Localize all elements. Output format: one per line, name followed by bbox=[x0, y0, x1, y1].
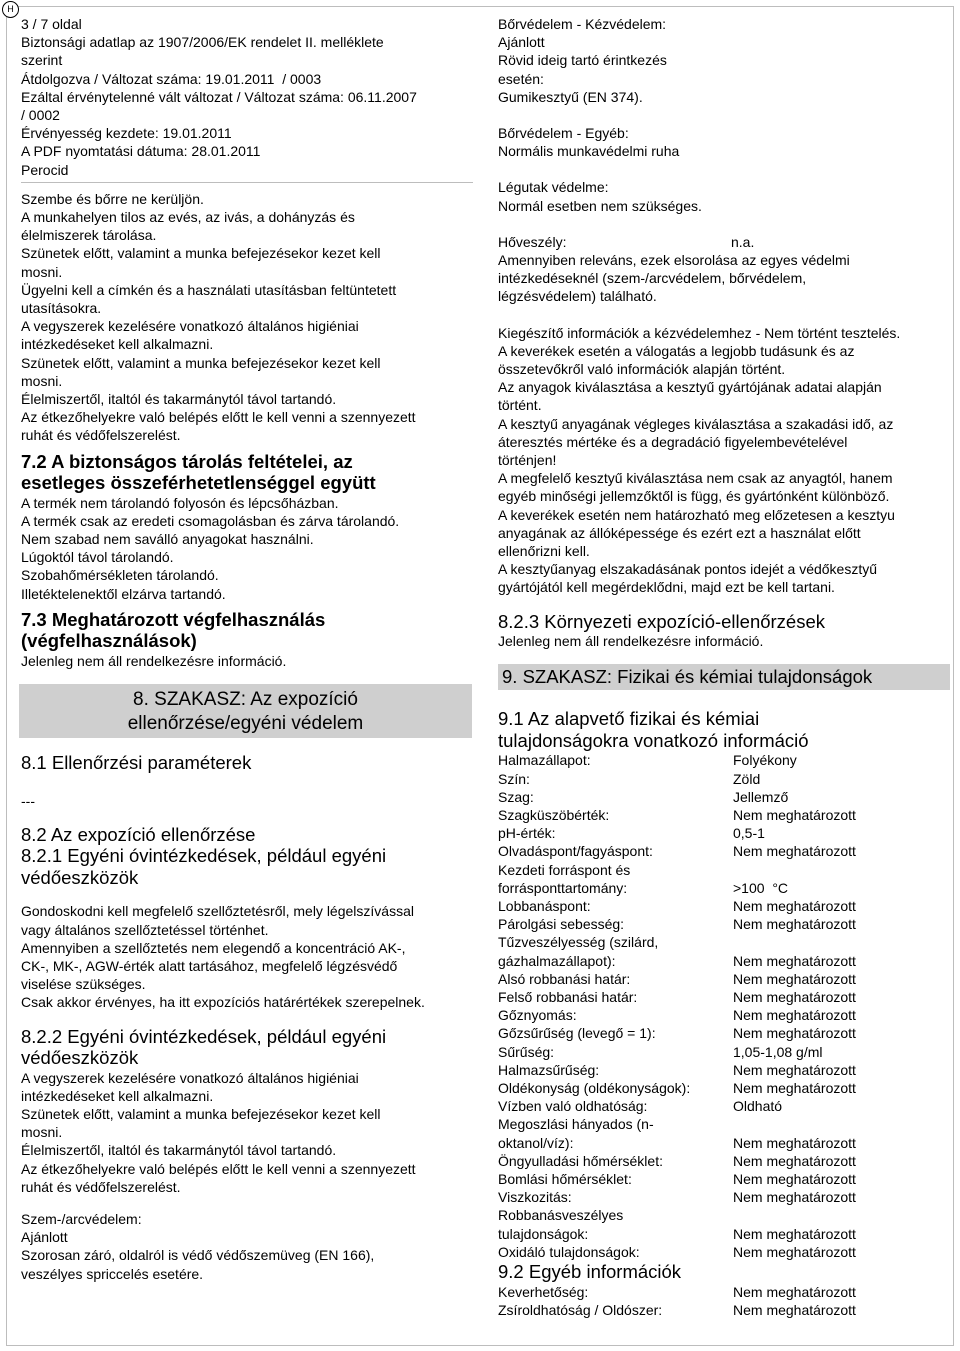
property-label bbox=[498, 1006, 733, 1024]
property-label-line: Lobbanáspont: bbox=[498, 898, 591, 915]
text-line: A keverékek esetén nem határozható meg előzetesen a kesztyu bbox=[498, 506, 895, 523]
heat-label: Hőveszély: bbox=[498, 233, 567, 250]
header-divider bbox=[21, 182, 473, 183]
text-line: Légutak védelme: bbox=[498, 179, 609, 196]
text-line: A termék nem tárolandó folyosón és lépcsőházban. bbox=[21, 494, 339, 511]
property-value: Nem meghatározott bbox=[733, 1134, 856, 1151]
logo-badge: H bbox=[2, 1, 19, 18]
property-label-line: Sűrűség: bbox=[498, 1043, 555, 1060]
property-label bbox=[498, 861, 733, 897]
text-line: Csak akkor érvényes, ha itt expozíciós határértékek szerepelnek. bbox=[21, 994, 425, 1011]
text-line: Normál esetben nem szükséges. bbox=[498, 197, 702, 214]
header-line: Ezáltal érvénytelenné vált változat / Változat száma: 06.11.2007 bbox=[21, 88, 417, 105]
properties-table bbox=[498, 751, 950, 1261]
heading-line: 7.3 Meghatározott végfelhasználás bbox=[21, 608, 326, 630]
text-line: Ügyelni kell a címkén és a használati utasításban feltüntetett bbox=[21, 281, 397, 298]
property-value: Folyékony bbox=[733, 752, 797, 769]
section-8-2-3-text: Jelenleg nem áll rendelkezésre információ. bbox=[498, 633, 764, 650]
text-line: Szorosan záró, oldalról is védő védőszemüveg (EN 166), bbox=[21, 1247, 375, 1264]
property-value: Zöld bbox=[733, 770, 761, 787]
heading-line: (végfelhasználások) bbox=[21, 630, 197, 652]
text-line: Ajánlott bbox=[21, 1229, 68, 1246]
property-value: Jellemző bbox=[733, 788, 789, 805]
property-value: Nem meghatározott bbox=[733, 1171, 856, 1188]
heading-line: védőeszközök bbox=[21, 866, 139, 888]
property-label-line: gázhalmazállapot): bbox=[498, 952, 616, 969]
text-line: mosni. bbox=[21, 263, 63, 280]
text-line: A keverékek esetén a válogatás a legjobb tudásunk és az bbox=[498, 342, 855, 359]
right-column bbox=[498, 15, 950, 1319]
heading-line: 9.1 Az alapvető fizikai és kémiai bbox=[498, 708, 760, 730]
heading-line: tulajdonságokra vonatkozó információ bbox=[498, 729, 809, 751]
document-header bbox=[21, 15, 473, 179]
section-8-1-text: --- bbox=[21, 792, 35, 809]
header-line: / 0002 bbox=[21, 107, 60, 124]
property-label-line: Halmazállapot: bbox=[498, 752, 591, 769]
text-line: Az étkezőhelyekre való belépés előtt le kell venni a szennyezett bbox=[21, 409, 416, 426]
text-line: veszélyes spriccelés esetére. bbox=[21, 1265, 204, 1282]
property-value: Nem meghatározott bbox=[733, 1080, 856, 1097]
text-line: CK-, MK-, AGW-érték alatt tartásához, megfelelő légzésvédő bbox=[21, 957, 398, 974]
property-label-line: Tűzveszélyesség (szilárd, bbox=[498, 934, 659, 951]
text-line: Az anyagok kiválasztása a kesztyű gyártójának adatai alapján bbox=[498, 379, 882, 396]
property-label-line: Oldékonyság (oldékonyságok): bbox=[498, 1080, 691, 1097]
property-value: Nem meghatározott bbox=[733, 989, 856, 1006]
property-label-line: Kezdeti forráspont és bbox=[498, 861, 631, 878]
text-line: A kesztyűanyag elszakadásának pontos idejét a védőkesztyű bbox=[498, 561, 878, 578]
property-label-line: Szín: bbox=[498, 770, 530, 787]
property-label bbox=[498, 770, 733, 788]
text-line: Szobahőmérsékleten tárolandó. bbox=[21, 567, 219, 584]
property-value: Nem meghatározott bbox=[733, 843, 856, 860]
text-line: A kesztyű anyagának végleges kiválasztása a szakadási idő, az bbox=[498, 415, 894, 432]
property-value: Nem meghatározott bbox=[733, 1225, 856, 1242]
heading-line: védőeszközök bbox=[21, 1047, 139, 1069]
property-label-line: Gőznyomás: bbox=[498, 1007, 577, 1024]
property-label bbox=[498, 1206, 733, 1242]
heat-value: n.a. bbox=[731, 233, 755, 250]
section-8-1-heading: 8.1 Ellenőrzési paraméterek bbox=[21, 752, 252, 774]
property-value: >100 °C bbox=[733, 879, 789, 896]
text-line: A munkahelyen tilos az evés, az ivás, a dohányzás és bbox=[21, 209, 355, 226]
skin-protection bbox=[498, 124, 950, 160]
property-value: Nem meghatározott bbox=[733, 970, 856, 987]
section-9-1-heading bbox=[498, 708, 950, 751]
property-label bbox=[498, 751, 733, 769]
property-label bbox=[498, 1115, 733, 1151]
section-9-2-heading: 9.2 Egyéb információk bbox=[498, 1261, 682, 1283]
property-label bbox=[498, 1188, 733, 1206]
text-line: viselése szükséges. bbox=[21, 976, 146, 993]
property-label bbox=[498, 788, 733, 806]
text-line: Szembe és bőrre ne kerüljön. bbox=[21, 190, 204, 207]
property-label-line: Alsó robbanási határ: bbox=[498, 970, 631, 987]
header-line: A PDF nyomtatási dátuma: 28.01.2011 bbox=[21, 143, 261, 160]
text-line: A vegyszerek kezelésére vonatkozó általános higiéniai bbox=[21, 1069, 359, 1086]
property-label-line: Párolgási sebesség: bbox=[498, 916, 625, 933]
property-value: Nem meghatározott bbox=[733, 1061, 856, 1078]
other-properties-table bbox=[498, 1283, 950, 1319]
property-label-line: Halmazsűrűség: bbox=[498, 1061, 600, 1078]
property-label bbox=[498, 1079, 733, 1097]
property-value: Nem meghatározott bbox=[733, 898, 856, 915]
text-line: A megfelelő kesztyű kiválasztása nem csak az anyagtól, hanem bbox=[498, 470, 893, 487]
heading-line: 8.2.1 Egyéni óvintézkedések, például egyéni bbox=[21, 845, 387, 867]
section-8-2-3-heading: 8.2.3 Környezeti expozíció-ellenőrzések bbox=[498, 610, 826, 632]
property-label-line: oktanol/víz): bbox=[498, 1134, 574, 1151]
property-label-line: Szagküszöbérték: bbox=[498, 807, 610, 823]
thermal-hazard bbox=[498, 233, 950, 306]
text-line: Szünetek előtt, valamint a munka befejezésekor kezet kell bbox=[21, 245, 381, 262]
property-label-line: Gőzsűrűség (levegő = 1): bbox=[498, 1025, 656, 1042]
product-name: Perocid bbox=[21, 161, 69, 178]
section-9-banner: 9. SZAKASZ: Fizikai és kémiai tulajdonságok bbox=[498, 664, 950, 690]
property-value: Nem meghatározott bbox=[733, 1152, 856, 1169]
property-label-line: Bomlási hőmérséklet: bbox=[498, 1171, 632, 1188]
text-line: Szem-/arcvédelem: bbox=[21, 1210, 142, 1227]
text-line: történt. bbox=[498, 397, 542, 414]
property-value: Nem meghatározott bbox=[733, 1189, 856, 1206]
property-label-line: Megoszlási hányados (n- bbox=[498, 1116, 654, 1133]
property-label bbox=[498, 970, 733, 988]
text-line: Gumikesztyű (EN 374). bbox=[498, 88, 643, 105]
text-line: áteresztés mértéke és a degradáció figyelembevételével bbox=[498, 433, 848, 450]
respiratory-protection bbox=[498, 178, 950, 214]
header-line: Érvényesség kezdete: 19.01.2011 bbox=[21, 125, 232, 142]
property-value: Nem meghatározott bbox=[733, 1007, 856, 1024]
property-label-line: Felső robbanási határ: bbox=[498, 989, 638, 1006]
text-line: ruhát és védőfelszerelést. bbox=[21, 1178, 181, 1195]
section-8-2-2-heading bbox=[21, 1026, 473, 1069]
property-label bbox=[498, 1283, 733, 1301]
text-line: Szünetek előtt, valamint a munka befejezésekor kezet kell bbox=[21, 1105, 381, 1122]
text-line: összetevőkről való információk alapján történt. bbox=[498, 361, 786, 378]
property-label bbox=[498, 806, 733, 824]
property-label-line: Vízben való oldhatóság: bbox=[498, 1098, 648, 1115]
text-line: élelmiszerek tárolása. bbox=[21, 227, 157, 244]
text-line: Illetéktelenektől elzárva tartandó. bbox=[21, 585, 226, 602]
property-value: Nem meghatározott bbox=[733, 1301, 856, 1318]
text-line: egyéb minőségi jellemzőktől is függ, és gyártónként különböző. bbox=[498, 488, 890, 505]
section-8-2-1-text bbox=[21, 902, 473, 1011]
property-label-line: tulajdonságok: bbox=[498, 1225, 589, 1242]
section-7-3-text: Jelenleg nem áll rendelkezésre információ. bbox=[21, 652, 287, 669]
heading-line: esetleges összeférhetetlenséggel együtt bbox=[21, 472, 376, 494]
text-line: A termék csak az eredeti csomagolásban és zárva tárolandó. bbox=[21, 512, 400, 529]
text-line: intézkedéseknél (szem-/arcvédelem, bőrvédelem, bbox=[498, 270, 807, 287]
property-label-line: Olvadáspont/fagyáspont: bbox=[498, 843, 653, 860]
property-label bbox=[498, 1152, 733, 1170]
text-line: Élelmiszertől, italtól és takarmánytól távol tartandó. bbox=[21, 1142, 337, 1159]
section-7-2-heading bbox=[21, 451, 473, 494]
text-line: esetén: bbox=[498, 70, 544, 87]
property-value: Nem meghatározott bbox=[733, 1283, 856, 1300]
text-line: vagy általános szellőztetéssel történhet. bbox=[21, 921, 269, 938]
property-label bbox=[498, 1043, 733, 1061]
text-line: Nem szabad nem saválló anyagokat használni. bbox=[21, 531, 314, 548]
hand-protection bbox=[498, 15, 950, 106]
page-number: 3 / 7 oldal bbox=[21, 16, 82, 32]
property-label bbox=[498, 842, 733, 860]
property-label bbox=[498, 1243, 733, 1261]
property-value: Oldható bbox=[733, 1098, 783, 1115]
property-label-line: forrásponttartomány: bbox=[498, 879, 628, 896]
property-value: Nem meghatározott bbox=[733, 807, 856, 823]
property-label-line: pH-érték: bbox=[498, 825, 556, 842]
property-value: Nem meghatározott bbox=[733, 952, 856, 969]
heading-line: 7.2 A biztonságos tárolás feltételei, az bbox=[21, 450, 353, 472]
heading-line: 8.2.2 Egyéni óvintézkedések, például egyéni bbox=[21, 1025, 387, 1047]
section-8-2-1-heading bbox=[21, 845, 473, 888]
header-line: Biztonsági adatlap az 1907/2006/EK rendelet II. melléklete bbox=[21, 34, 384, 51]
property-label-line: Robbanásveszélyes bbox=[498, 1207, 624, 1224]
property-label bbox=[498, 1301, 733, 1319]
property-label-line: Keverhetőség: bbox=[498, 1283, 589, 1300]
handling-text bbox=[21, 190, 473, 445]
text-line: Ajánlott bbox=[498, 34, 545, 51]
section-7-3-heading bbox=[21, 609, 473, 652]
property-label bbox=[498, 1024, 733, 1042]
text-line: mosni. bbox=[21, 1124, 63, 1141]
text-line: Lúgoktól távol tárolandó. bbox=[21, 549, 174, 566]
text-line: Élelmiszertől, italtól és takarmánytól távol tartandó. bbox=[21, 391, 337, 408]
property-label bbox=[498, 1097, 733, 1115]
property-value: 0,5-1 bbox=[733, 825, 765, 842]
header-line: szerint bbox=[21, 52, 63, 69]
property-label-line: Oxidáló tulajdonságok: bbox=[498, 1243, 640, 1260]
text-line: gyártójától kell megérdeklődni, majd ezt be kell tartani. bbox=[498, 579, 835, 596]
text-line: anyagának az állóképessége és ezért ezt a használat előtt bbox=[498, 524, 861, 541]
property-label-line: Öngyulladási hőmérséklet: bbox=[498, 1152, 663, 1169]
property-value: Nem meghatározott bbox=[733, 1025, 856, 1042]
banner-line: ellenőrzése/egyéni védelem bbox=[127, 713, 364, 735]
text-line: ellenőrizni kell. bbox=[498, 543, 590, 560]
property-label-line: Viszkozitás: bbox=[498, 1189, 572, 1206]
banner-line: 8. SZAKASZ: Az expozíció bbox=[133, 689, 358, 711]
text-line: Bőrvédelem - Kézvédelem: bbox=[498, 16, 667, 32]
property-label-line: Szag: bbox=[498, 788, 534, 805]
text-line: A vegyszerek kezelésére vonatkozó általános higiéniai bbox=[21, 318, 359, 335]
property-value: 1,05-1,08 g/ml bbox=[733, 1043, 823, 1060]
text-line: légzésvédelem) található. bbox=[498, 288, 657, 305]
glove-info bbox=[498, 324, 950, 597]
text-line: Normális munkavédelmi ruha bbox=[498, 143, 680, 160]
property-value: Nem meghatározott bbox=[733, 1243, 856, 1260]
text-line: intézkedéseket kell alkalmazni. bbox=[21, 1087, 214, 1104]
text-line: Amennyiben a szellőztetés nem elegendő a koncentráció AK-, bbox=[21, 939, 406, 956]
section-8-2-heading: 8.2 Az expozíció ellenőrzése bbox=[21, 823, 256, 845]
text-line: Rövid ideig tartó érintkezés bbox=[498, 52, 667, 69]
header-line: Átdolgozva / Változat száma: 19.01.2011 / 0003 bbox=[21, 70, 322, 87]
text-line: ruhát és védőfelszerelést. bbox=[21, 427, 181, 444]
eye-protection bbox=[21, 1210, 473, 1283]
text-line: utasításokra. bbox=[21, 300, 102, 317]
text-line: mosni. bbox=[21, 372, 63, 389]
section-8-2-2-text bbox=[21, 1069, 473, 1196]
text-line: Bőrvédelem - Egyéb: bbox=[498, 125, 629, 142]
section-8-banner bbox=[19, 684, 472, 738]
section-7-2-text bbox=[21, 494, 473, 603]
text-line: Gondoskodni kell megfelelő szellőztetésről, mely légelszívással bbox=[21, 903, 414, 920]
left-column bbox=[21, 15, 473, 1283]
text-line: intézkedéseket kell alkalmazni. bbox=[21, 336, 214, 353]
text-line: történjen! bbox=[498, 452, 557, 469]
property-label bbox=[498, 988, 733, 1006]
property-label bbox=[498, 915, 733, 933]
property-label bbox=[498, 1170, 733, 1188]
property-value: Nem meghatározott bbox=[733, 916, 856, 933]
property-label-line: Zsíroldhatóság / Oldószer: bbox=[498, 1301, 663, 1318]
property-label bbox=[498, 824, 733, 842]
property-label bbox=[498, 933, 733, 969]
text-line: Szünetek előtt, valamint a munka befejezésekor kezet kell bbox=[21, 354, 381, 371]
text-line: Az étkezőhelyekre való belépés előtt le kell venni a szennyezett bbox=[21, 1160, 416, 1177]
property-label bbox=[498, 897, 733, 915]
text-line: Kiegészítő információk a kézvédelemhez - Nem történt tesztelés. bbox=[498, 324, 901, 341]
text-line: Amennyiben releváns, ezek elsorolása az egyes védelmi bbox=[498, 252, 850, 269]
property-label bbox=[498, 1061, 733, 1079]
